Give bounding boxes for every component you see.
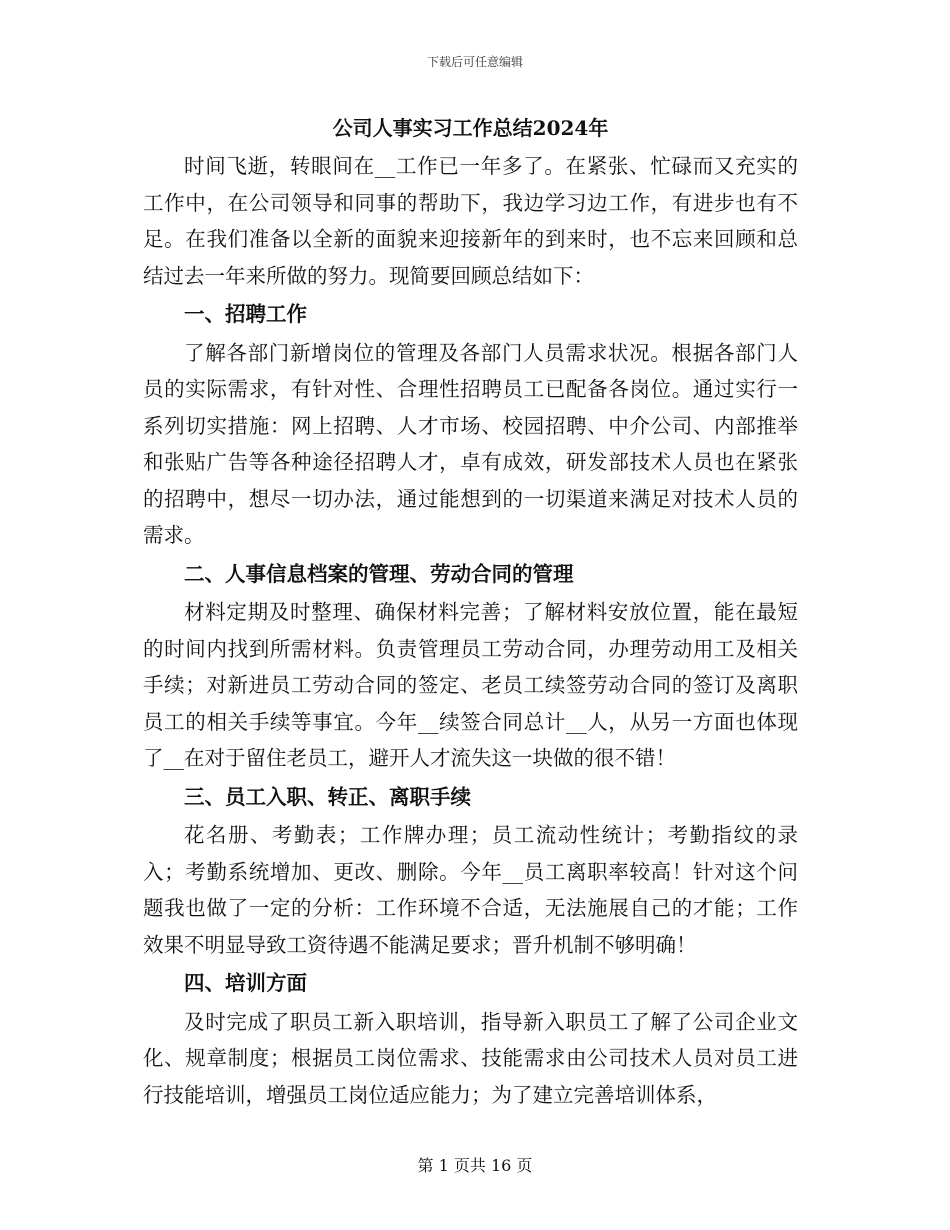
section-heading-training: 四、培训方面 (184, 971, 307, 995)
document-title: 公司人事实习工作总结2024年 (332, 116, 609, 140)
page-header-note: 下载后可任意编辑 (426, 55, 523, 69)
section-body-recruitment: 了解各部门新增岗位的管理及各部门人员需求状况。根据各部门人员的实际需求，有针对性、合理性招聘员工已配备各岗位。通过实行一系列切实措施：网上招聘、人才市场、校园招聘、中介公司、内部推举和张贴广告等各种途径招聘人才，卓有成效，研发部技术人员也在紧张的招聘中，想尽一切办法，通过能想到的一切渠道来满足对技术人员的需求。 (143, 340, 798, 547)
section-heading-archives: 二、人事信息档案的管理、劳动合同的管理 (184, 561, 574, 586)
document-body (143, 108, 798, 1113)
section-body-training: 及时完成了职员工新入职培训，指导新入职员工了解了公司企业文化、规章制度；根据员工岗位需求、技能需求由公司技术人员对员工进行技能培训，增强员工岗位适应能力；为了建立完善培训体系， (143, 1009, 798, 1107)
section-body-archives: 材料定期及时整理、确保材料完善；了解材料安放位置，能在最短的时间内找到所需材料。负责管理员工劳动合同，办理劳动用工及相关手续；对新进员工劳动合同的签定、老员工续签劳动合同的签订及离职员工的相关手续等事宜。今年__续签合同总计__人，从另一方面也体现了__在对于留住老员工，避开人才流失这一块做的很不错！ (143, 600, 798, 770)
page-number-footer: 第 1 页共 16 页 (417, 1156, 533, 1175)
intro-paragraph: 时间飞逝，转眼间在__工作已一年多了。在紧张、忙碌而又充实的工作中，在公司领导和同事的帮助下，我边学习边工作，有进步也有不足。在我们准备以全新的面貌来迎接新年的到来时，也不忘来回顾和总结过去一年来所做的努力。现简要回顾总结如下： (143, 154, 798, 288)
section-heading-onboarding: 三、员工入职、转正、离职手续 (184, 784, 471, 809)
section-heading-recruitment: 一、招聘工作 (184, 302, 307, 326)
section-body-onboarding: 花名册、考勤表；工作牌办理；员工流动性统计；考勤指纹的录入；考勤系统增加、更改、删除。今年__员工离职率较高！针对这个问题我也做了一定的分析：工作环境不合适，无法施展自己的才能；工作效果不明显导致工资待遇不能满足要求；晋升机制不够明确！ (143, 823, 798, 957)
